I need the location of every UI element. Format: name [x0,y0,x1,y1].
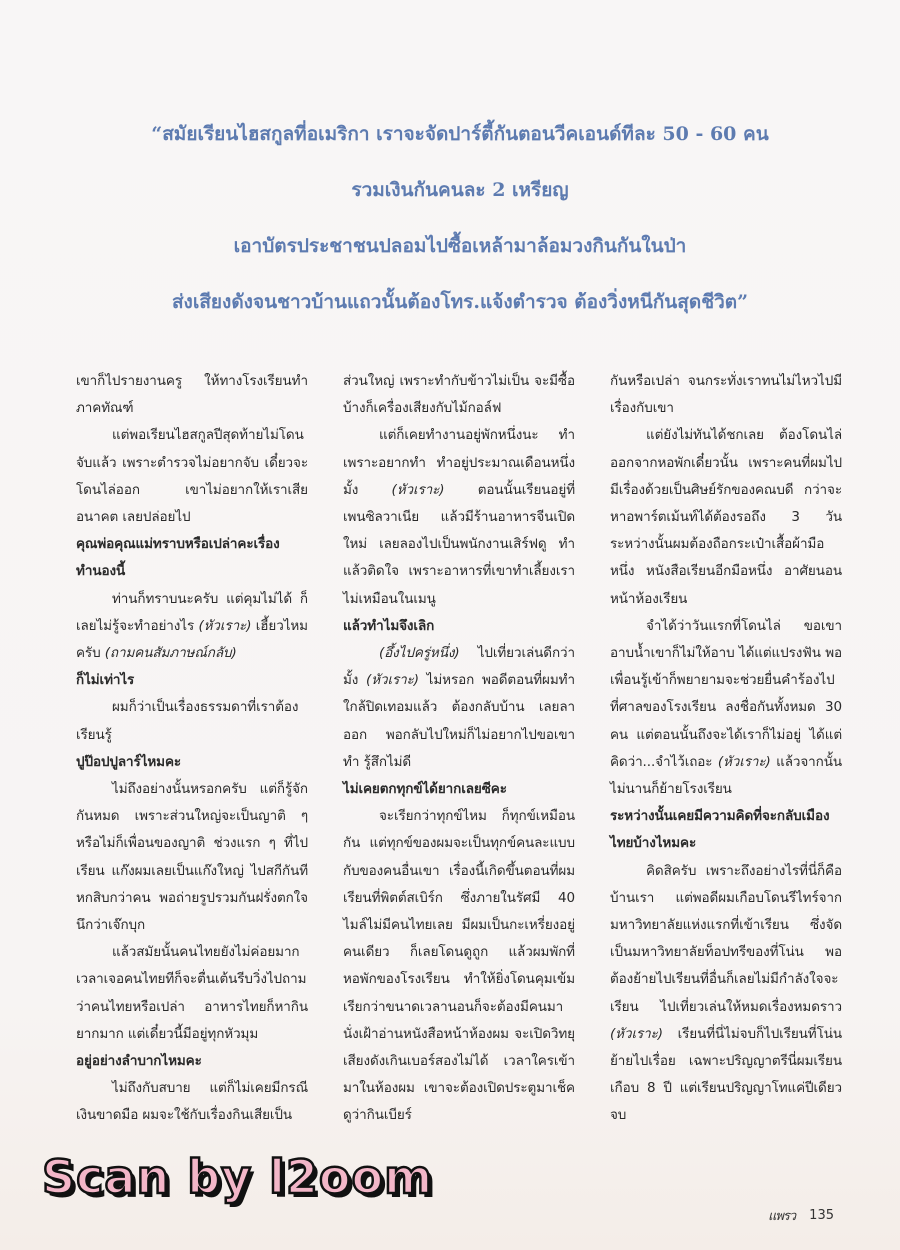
interview-answer: แล้วสมัยนั้นคนไทยยังไม่ค่อยมาก เวลาเจอคนไทยทีก็จะตื่นเต้นรีบวิ่งไปถามว่าคนไทยหรือเปล่า อาหารไทยก็หากินยากมาก แต่เดี๋ยวนี้มีอยู่ทุกหัวมุม [76,944,308,1042]
stage-direction: (หัวเราะ) [198,617,252,634]
interview-question: ก็ไม่เท่าไร [76,672,135,689]
interview-question: อยู่อย่างลำบากไหมคะ [76,1053,202,1070]
magazine-logo: แพรว [767,1209,796,1224]
interview-answer: ท่านก็ทราบนะครับ แต่คุมไม่ได้ ก็เลยไม่รู้จะทำอย่างไร (หัวเราะ) เฮี้ยวไหมครับ (ถามคนสัมภาษณ์กลับ) [76,590,308,662]
column-1 [76,368,308,1130]
stage-direction: (หัวเราะ) [717,753,771,770]
stage-direction: (อึ้งไปครู่หนึ่ง) [379,645,460,662]
interview-answer: เขาก็ไปรายงานครู ให้ทางโรงเรียนทำภาคทัณฑ์ [76,373,308,417]
scan-watermark: Scan by l2oom [42,1150,434,1204]
column-2 [343,368,575,1130]
pull-quote-line: “สมัยเรียนไฮสกูลที่อเมริกา เราจะจัดปาร์ตี้กันตอนวีคเอนด์ทีละ 50 - 60 คน [151,123,769,145]
interview-answer: จำได้ว่าวันแรกที่โดนไล่ ขอเขาอาบน้ำเขาก็ไม่ให้อาบ ได้แต่แปรงฟัน พอเพื่อนรู้เข้าก็พยายามจะช่วยยื่นคำร้องไปที่ศาลของโรงเรียน ลงชื่อกันทั้งหมด 30 คน แต่ตอนนั้นถึงจะได้เราก็ไม่อยู่ ได้แต่คิดว่า...จำไว้เถอะ (หัวเราะ) แล้วจากนั้นไม่นานก็ย้ายโรงเรียน [610,617,842,798]
interview-answer: จะเรียกว่าทุกข์ไหม ก็ทุกข์เหมือนกัน แต่ทุกข์ของผมจะเป็นทุกข์คนละแบบกับของคนอื่นเขา เรื่องนี้เกิดขึ้นตอนที่ผมเรียนที่พิตต์สเบิร์ก ซึ่งภายในรัศมี 40 ไมล์ไม่มีคนไทยเลย มีผมเป็นกะเหรี่ยงอยู่คนเดียว ก็เลยโดนดูถูก แล้วผมพักที่หอพักของโรงเรียน ทำให้ยิ่งโดนคุมเข้ม เรียกว่าขนาดเวลานอนก็จะต้องมีคนมานั่งเฝ้าอ่านหนังสือหน้าห้องผม จะเปิดวิทยุเสียงดังเกินเบอร์สองไม่ได้ เวลาใครเข้ามาในห้องผม เขาจะต้องเปิดประตูมาเช็คดูว่ากินเบียร์ [343,808,575,1124]
page-footer [768,1205,834,1226]
interview-answer: ส่วนใหญ่ เพราะทำกับข้าวไม่เป็น จะมีซื้อบ้างก็เครื่องเสียงกับไม้กอล์ฟ [343,373,575,417]
interview-question: ปูป๊อปปูลาร์ไหมคะ [76,753,182,770]
pull-quote-line: เอาบัตรประชาชนปลอมไปซื้อเหล้ามาล้อมวงกินกันในป่า [233,235,687,257]
interview-question: แล้วทำไมจึงเลิก [343,617,435,634]
interview-question: ระหว่างนั้นเคยมีความคิดที่จะกลับเมืองไทยบ้างไหมคะ [610,808,830,852]
stage-direction: (หัวเราะ) [366,672,419,689]
interview-answer: ไม่ถึงกับสบาย แต่ก็ไม่เคยมีกรณีเงินขาดมือ ผมจะใช้กับเรื่องกินเสียเป็น [76,1080,308,1124]
stage-direction: (หัวเราะ) [391,481,445,498]
stage-direction: (ถามคนสัมภาษณ์กลับ) [104,645,237,662]
page-number: 135 [809,1208,834,1223]
interview-answer: ไม่ถึงอย่างนั้นหรอกครับ แต่ก็รู้จักกันหมด เพราะส่วนใหญ่จะเป็นญาติ ๆ หรือไม่ก็เพื่อนของญาติ ช่วงแรก ๆ ที่ไปเรียน แก๊งผมเลยเป็นแก๊งใหญ่ ไปสกีกันทีหกสิบกว่าคน พอถ่ายรูปรวมกันฝรั่งตกใจนึกว่าเจ๊กบุก [76,781,308,934]
pull-quote [60,112,860,336]
pull-quote-line: ส่งเสียงดังจนชาวบ้านแถวนั้นต้องโทร.แจ้งตำรวจ ต้องวิ่งหนีกันสุดชีวิต” [171,291,749,313]
column-3 [610,368,842,1130]
interview-answer: ผมก็ว่าเป็นเรื่องธรรมดาที่เราต้องเรียนรู้ [76,699,299,743]
interview-question: คุณพ่อคุณแม่ทราบหรือเปล่าคะเรื่องทำนองนี้ [76,536,280,580]
stage-direction: (หัวเราะ) [610,1025,663,1042]
interview-question: ไม่เคยตกทุกข์ได้ยากเลยซีคะ [343,781,507,798]
article-body [76,368,842,1130]
interview-answer: แต่พอเรียนไฮสกูลปีสุดท้ายไม่โดนจับแล้ว เพราะตำรวจไม่อยากจับ เดี๋ยวจะโดนไล่ออก เขาไม่อยากให้เราเสียอนาคต เลยปล่อยไป [76,427,308,526]
interview-answer: คิดสิครับ เพราะถึงอย่างไรที่นี่ก็คือบ้านเรา แต่พอดีผมเกือบโดนรีไทร์จากมหาวิทยาลัยแห่งแรกที่เข้าเรียน ซึ่งจัดเป็นมหาวิทยาลัยท็อปทรีของที่โน่น พอต้องย้ายไปเรียนที่อื่นก็เลยไม่มีกำลังใจจะเรียน ไปเที่ยวเล่นให้หมดเรื่องหมดราว (หัวเราะ) เรียนที่นี่ไม่จบก็ไปเรียนที่โน่น ย้ายไปเรื่อย เฉพาะปริญญาตรีนี่ผมเรียนเกือบ 8 ปี แต่เรียนปริญญาโทแค่ปีเดียวจบ [610,862,842,1124]
interview-answer: แต่ยังไม่ทันได้ชกเลย ต้องโดนไล่ออกจากหอพักเดี๋ยวนั้น เพราะคนที่ผมไปมีเรื่องด้วยเป็นศิษย์รักของคณบดี กว่าจะหาอพาร์ตเม้นท์ได้ต้องรอถึง 3 วัน ระหว่างนั้นผมต้องถือกระเป๋าเสื้อผ้ามือหนึ่ง หนังสือเรียนอีกมือหนึ่ง อาศัยนอนหน้าห้องเรียน [610,427,842,607]
pull-quote-line: รวมเงินกันคนละ 2 เหรียญ [351,179,569,201]
interview-answer: (อึ้งไปครู่หนึ่ง) ไปเที่ยวเล่นดีกว่ามั้ง (หัวเราะ) ไม่หรอก พอดีตอนที่ผมทำใกล้ปิดเทอมแล้ว ต้องกลับบ้าน เลยลาออก พอกลับไปใหม่ก็ไม่อยากไปขอเขาทำ รู้สึกไม่ดี [343,645,576,770]
interview-answer: แต่ก็เคยทำงานอยู่พักหนึ่งนะ ทำเพราะอยากทำ ทำอยู่ประมาณเดือนหนึ่งมั้ง (หัวเราะ) ตอนนั้นเรียนอยู่ที่เพนซิลวาเนีย แล้วมีร้านอาหารจีนเปิดใหม่ เลยลองไปเป็นพนักงานเสิร์ฟดู ทำแล้วติดใจ เพราะอาหารที่เขาทำเลี้ยงเราไม่เหมือนในเมนู [343,427,575,607]
interview-answer: กันหรือเปล่า จนกระทั่งเราทนไม่ไหวไปมีเรื่องกับเขา [610,373,842,417]
